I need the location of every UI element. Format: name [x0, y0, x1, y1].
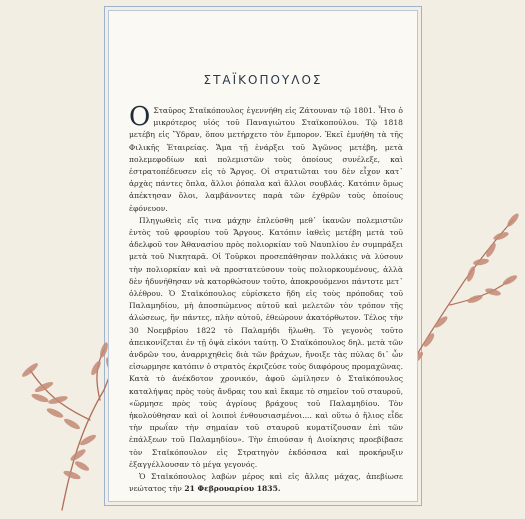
- body-text: [129, 102, 403, 496]
- paragraph-2: Πληγωθεὶς εἴς τινα μάχην ἐπλεύσθη μεθ᾽ ἱκανῶν πολεμιστῶν ἐντὸς τοῦ φρουρίου τοῦ Ἄργους. Κατόπιν ἰαθεὶς μετέβη μετὰ τοῦ ἀδελφοῦ τον Ἀθανασίου πρὸς πολιορκίαν τοῦ Ναυπλίου ἐν συμπράξει μετὰ τοῦ Νικηταρᾶ. Οἱ Τοῦρκοι προσεπάθησαν πολλάκις νὰ λύσουν τὴν πολιορκίαν καὶ νὰ προστατεύσουν τοὺς πολιορκουμένους, ἀλλὰ δὲν ἠδυνήθησαν νὰ κατορθώσουν τοῦτο, ἀποκρουόμενοι πάντοτε μετ᾽ ὀλέθρου. Ὁ Σταϊκόπουλος εὑρίσκετο ἤδη εἰς τοὺς πρόποδας τοῦ Παλαμηδίου, μὴ ἀποσπώμενος αὐτοῦ καὶ μελετῶν τὸν τρόπον τῆς ἁλώσεως, ἣν πάντες, πλὴν αὐτοῦ, ἐθεώρουν ἀκατόρθωτον. Τέλος τὴν 30 Νοεμβρίου 1822 τὸ Παλαμήδι ἥλωθη. Τὸ γεγονὸς τοῦτο ἀπεικονίζεται ἐν τῇ ὀψὰ εἰκόνι ταύτῃ. Ὁ Σταϊκόπουλος δηλ. μετὰ τῶν ἀνδρῶν του, ἀναρριχηθεὶς διὰ τῶν βράχων, ἤνοιξε τὰς πύλας δι᾽ ὧν εἰσωρμησε κατόπιν ὁ στρατὸς ἐκριζεύσε τοὺς διαφόρους προμαχῶνας. Κατὰ τὸ ἀνέκδοτον χρονικόν, ἀφοῦ ὡμίλησεν ὁ Σταϊκόπουλος καταλήψας πρὸς τοὺς ἄνδρας του καὶ ἔκαμε τὸ σημεῖον τοῦ σταυροῦ, «ὥρμησε πρὸς τοὺς ἀγρίους βράχους τοῦ Παλαμηδίου. Τὸν ἠκολούθησαν καὶ οἱ λοιποὶ ἐνθουσιασμένοι.... καὶ οὕτω ὁ ἥλιος εἶδε τὴν πρωΐαν τὴν σημαίαν τοῦ σταυροῦ κυματίζουσαν ἐπὶ τῶν ἐπάλξεων τοῦ Παλαμηδίου». Τὴν ἐπιούσαν ἡ Διοίκησις προεβίβασε τὸν Σταϊκόπουλον εἰς Στρατηγὸν ἐκδόσασα καὶ προκήρυξιν ἐξαγγέλλουσαν τὸ μέγα γεγονός.: [129, 215, 403, 469]
- final-paragraph-text: Ὁ Σταϊκόπουλος λαβὼν μέρος καὶ εἰς ἄλλας μάχας, ἀπεβίωσε νεώτατος τὴν: [129, 472, 403, 494]
- paragraph-3: [129, 471, 403, 495]
- document-page: [108, 10, 418, 502]
- paragraph-1-text: Σταῦρος Σταϊκόπουλος ἐγεννήθη εἰς Ζάτουναν τῷ 1801. Ἦτο ὁ μικρότερος υἱός τοῦ Παναγιώτου Σταϊκοπούλου. Τῷ 1818 μετέβη εἰς Ὕδραν, ὅπου μετήρχετο τὸν ἔμπορον. Ἐκεῖ ἐμυήθη τὰ τῆς Φιλικῆς Ἑταιρείας. Ἅμα τῇ ἐνάρξει τοῦ Ἀγῶνος μετέβη, μετὰ πολεμεφοδίων καὶ πολεμιστῶν τοὺς ὁποίους συνέλεξε, καὶ ἐστρατοπέδευσεν εἰς τὸ Ἄργος. Οἱ στρατιῶται του δὲν εἶχον κατ᾽ ἀρχὰς πάντες ὅπλα, ἄλλοι ῥόπαλα καὶ ἄλλοι σουβλάς. Κατόπιν ὅμως ἀπέκτησαν ὅλοι, λαμβάνοντες παρὰ τῶν ἐχθρῶν τοὺς ὁποίους ἐφόνευον.: [129, 106, 403, 213]
- page-title: ΣΤΑΪΚΟΠΟΥΛΟΣ: [203, 73, 323, 87]
- death-date: 21 Φεβρουαρίου 1835.: [184, 484, 281, 494]
- drop-cap: Ο: [129, 102, 151, 132]
- left-branch-illustration: [0, 270, 125, 515]
- paragraph-1: [129, 102, 403, 215]
